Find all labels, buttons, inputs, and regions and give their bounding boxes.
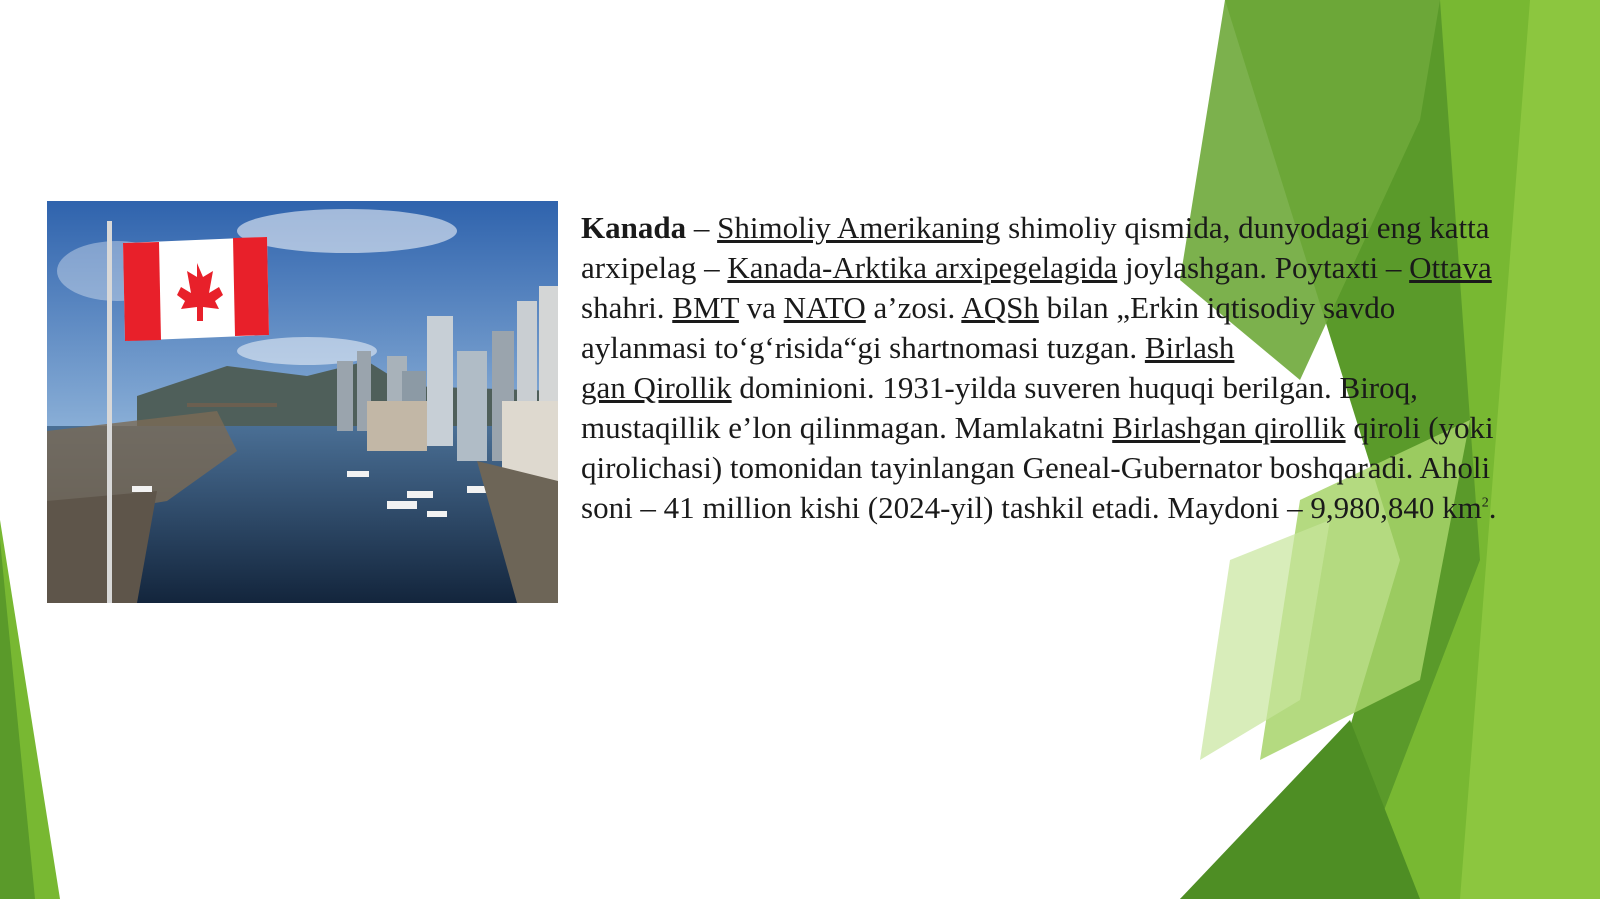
link-kanada-arktika[interactable]: Kanada-Arktika arxipegelagida	[727, 250, 1118, 285]
superscript: 2	[1481, 495, 1489, 511]
text-run: dominioni. 1931-yilda suveren huquqi berilgan. Biroq, mustaqillik e’lon qilinmagan. Mamlakatni	[581, 370, 1418, 445]
text-run: –	[686, 210, 718, 245]
text-run: joylashgan. Poytaxti –	[1117, 250, 1410, 285]
link-birlashgan-qirollik-part1[interactable]: Birlash	[1144, 330, 1235, 365]
text-run: va	[738, 290, 784, 325]
text-run: qiroli (yoki qirolichasi) tomonidan tayinlangan Geneal-Gubernator boshqaradi. Aholi soni – 41 million kishi (2024-yil) tashkil etadi. Maydoni – 9,980,840 km	[581, 410, 1494, 525]
text-run: shahri.	[581, 290, 673, 325]
text-run: shimoliy qismida, dunyodagi eng katta arxipelag –	[581, 210, 1490, 285]
canadian-flag	[123, 237, 269, 341]
canada-photo	[47, 201, 558, 603]
link-bmt[interactable]: BMT	[672, 290, 739, 325]
link-birlashgan-qirollik[interactable]: Birlashgan qirollik	[1112, 410, 1346, 445]
text-run: bilan „Erkin iqtisodiy savdo aylanmasi to‘g‘risida“gi shartnomasi tuzgan.	[581, 290, 1396, 365]
link-ottava[interactable]: Ottava	[1409, 250, 1492, 285]
canada-flag-city-image	[47, 201, 558, 603]
link-birlashgan-qirollik-part2[interactable]: gan Qirollik	[581, 370, 732, 405]
link-nato[interactable]: NATO	[783, 290, 866, 325]
country-name: Kanada	[581, 210, 687, 245]
link-shimoliy-amerikaning[interactable]: Shimoliy Amerikaning	[717, 210, 1001, 245]
link-aqsh[interactable]: AQSh	[961, 290, 1039, 325]
description-paragraph	[581, 208, 1511, 528]
text-run: .	[1488, 490, 1497, 525]
text-run: a’zosi.	[865, 290, 962, 325]
